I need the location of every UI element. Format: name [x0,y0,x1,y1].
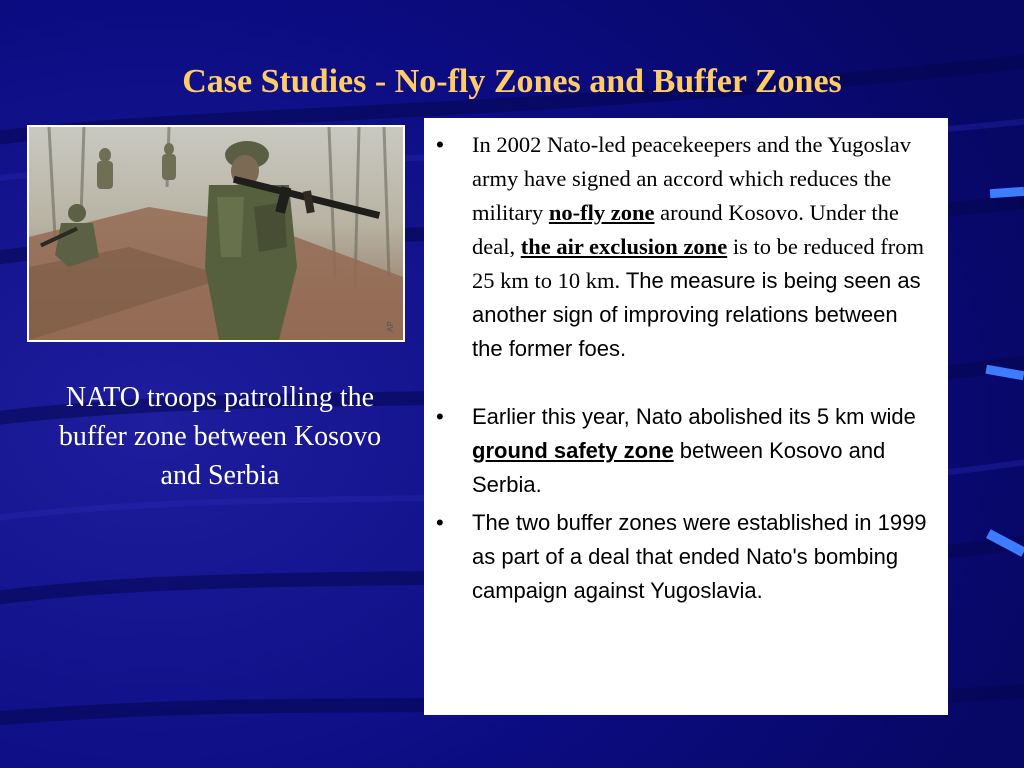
bullet-text: around Kosovo. Under the deal, [472,200,899,259]
bullet-text: is to be reduced from 25 km to 10 km. [472,234,924,293]
bullet-symbol: • [436,510,444,535]
photo-caption: NATO troops patrolling the buffer zone between Kosovo and Serbia [58,382,382,491]
bullet-text: Earlier this year, Nato abolished its 5 km wide [472,404,916,429]
content-textbox [424,118,948,715]
bullet-symbol: • [436,404,444,429]
bullet-text: The measure is being seen as another sign of improving relations between the former foes. [472,268,921,361]
bullet-symbol: • [436,132,444,157]
slide-title: Case Studies - No-fly Zones and Buffer Zones [182,63,842,100]
term-air-exclusion-zone: the air exclusion zone [520,234,728,259]
photo-credit: AP [386,321,395,332]
bullet-item [436,506,934,608]
photo-image [29,127,403,340]
bullet-item [436,400,934,502]
bullet-item [436,128,934,366]
bullet-text: In 2002 Nato-led peacekeepers and the Yugoslav army have signed an accord which reduces the military [472,132,912,225]
term-no-fly-zone: no-fly zone [548,200,655,225]
bullet-text: The two buffer zones were established in 1999 as part of a deal that ended Nato's bombing campaign against Yugoslavia. [472,510,927,603]
bullet-list [436,128,934,608]
term-ground-safety-zone: ground safety zone [472,438,674,463]
bullet-text: between Kosovo and Serbia. [472,438,886,497]
soldiers-photo [27,125,405,342]
